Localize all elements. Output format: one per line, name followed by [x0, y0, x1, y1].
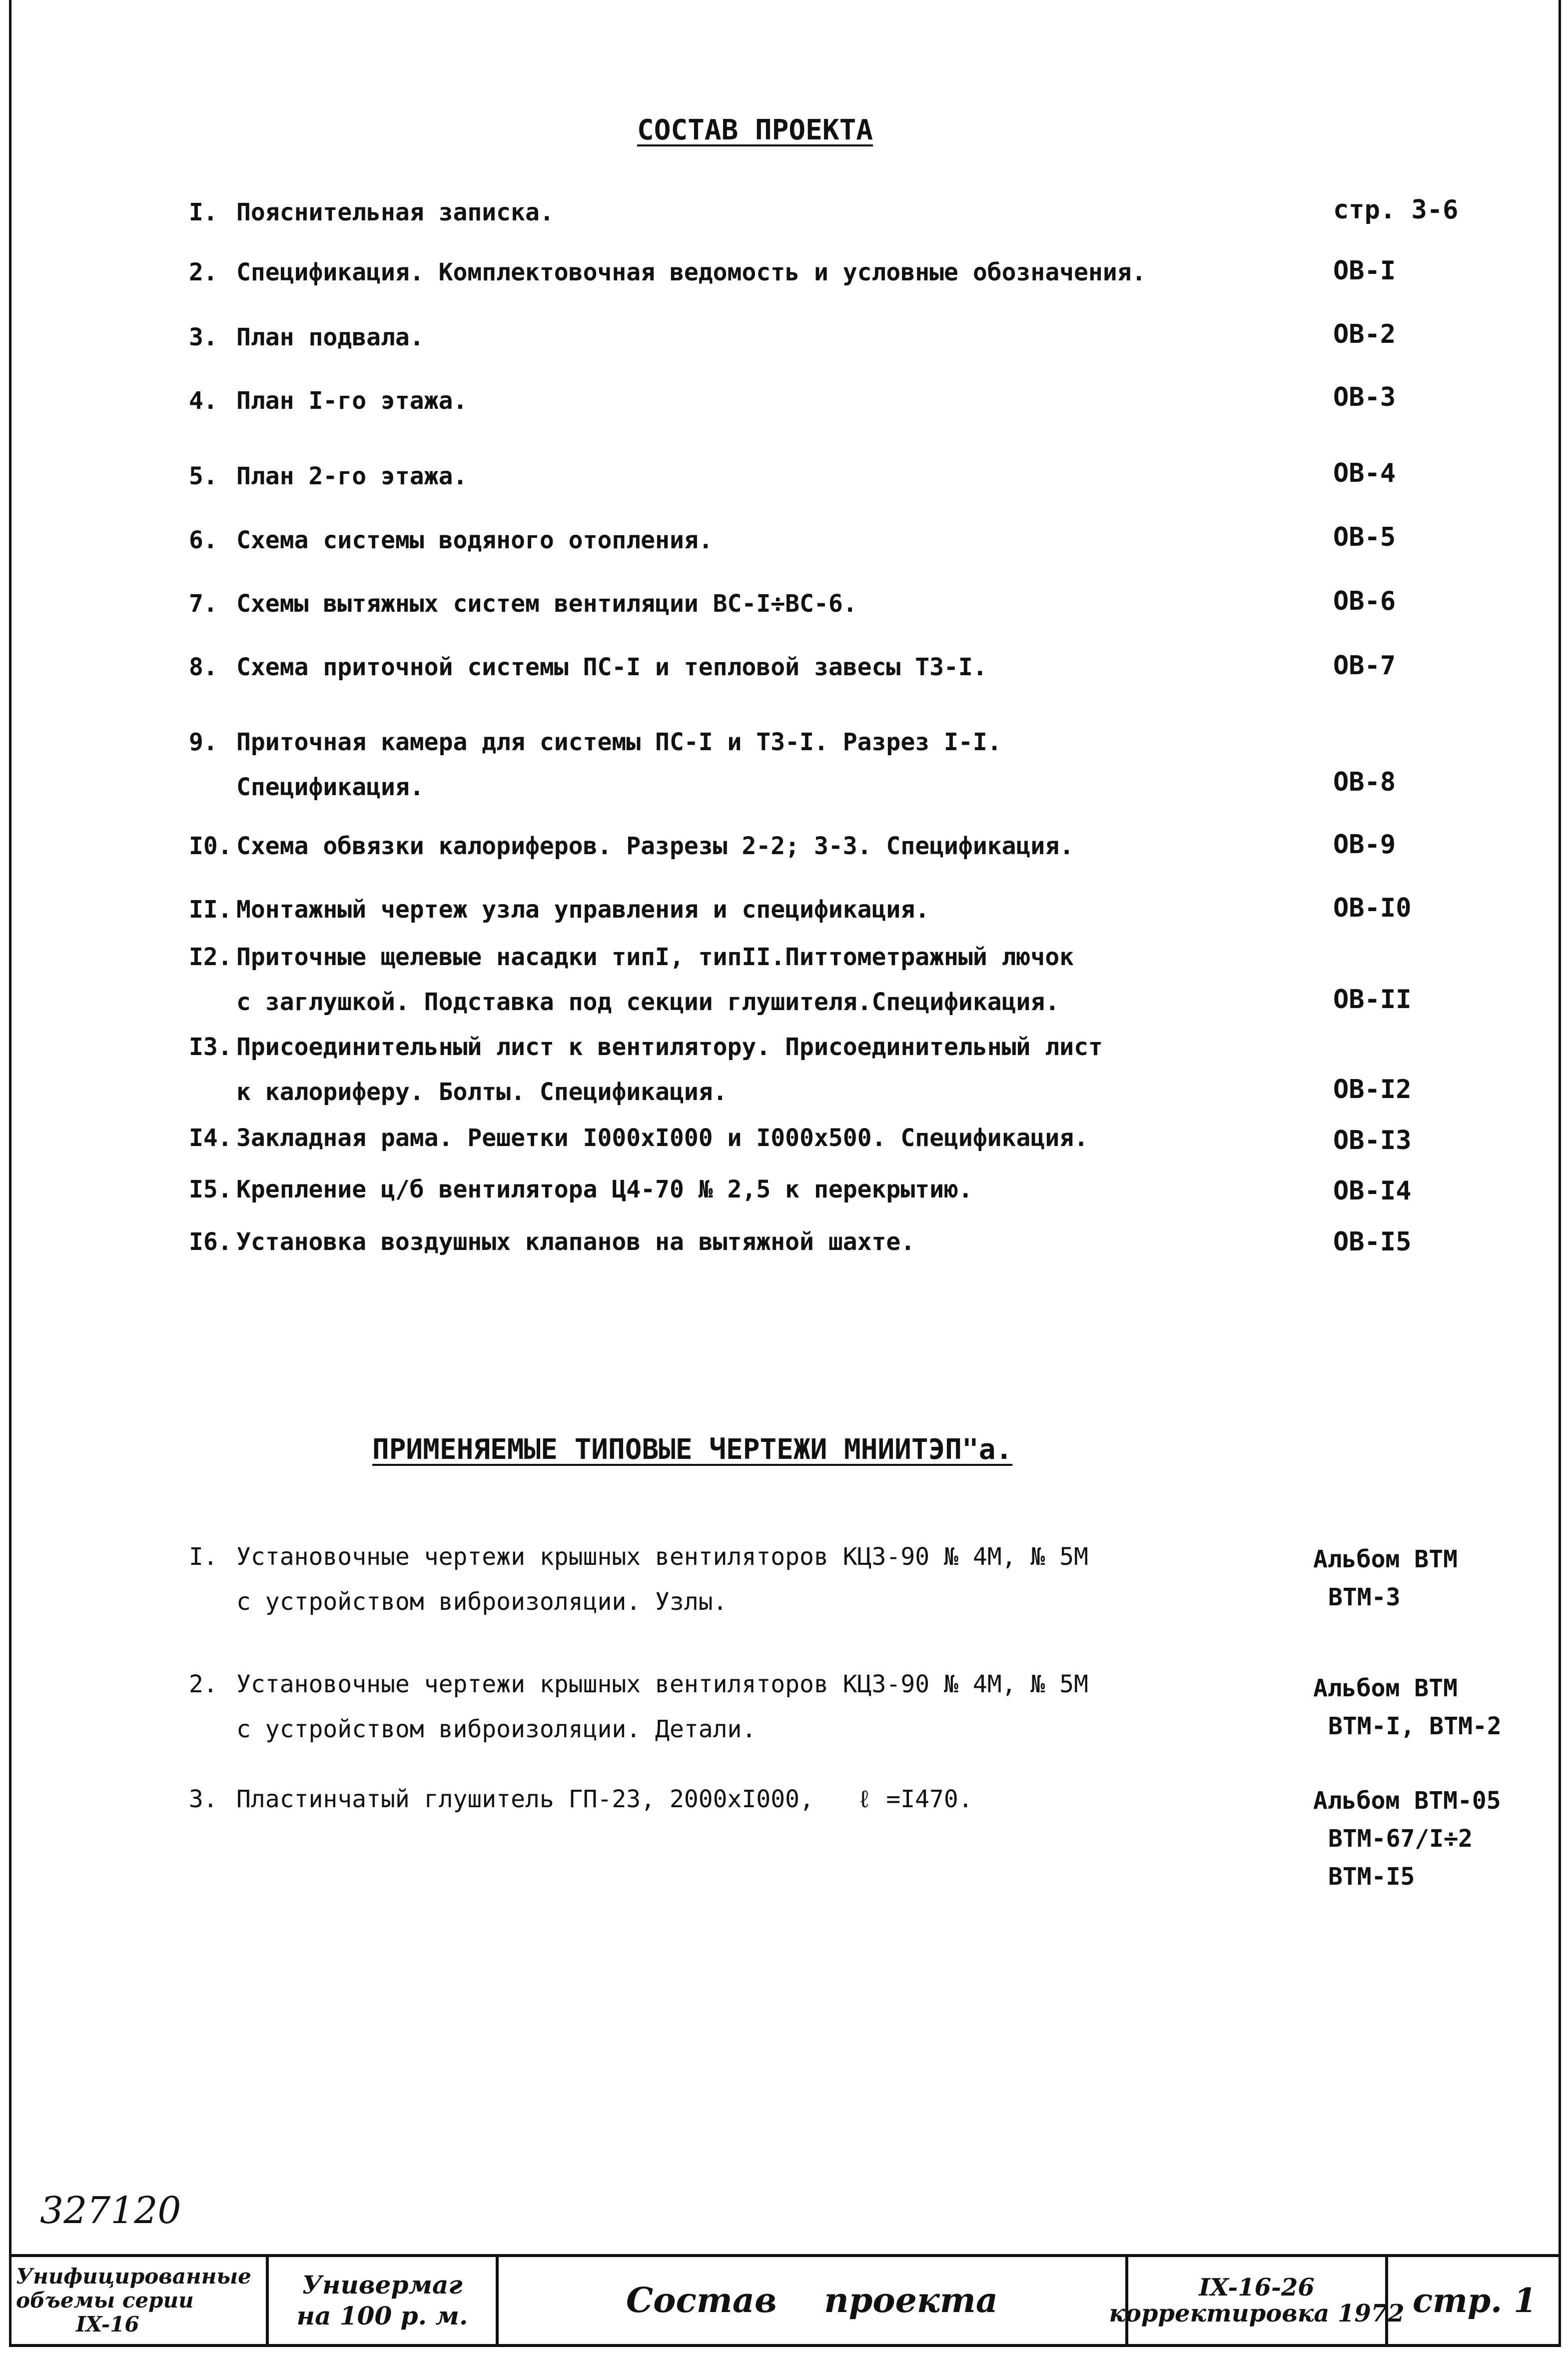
composition-item-number: 2.	[189, 258, 218, 286]
composition-item-line	[189, 1070, 1103, 1115]
composition-item-line	[189, 1167, 973, 1212]
composition-item-number: II.	[189, 896, 232, 924]
composition-item-line	[189, 720, 1002, 765]
stamp-series	[9, 2257, 269, 2344]
composition-item	[189, 824, 1074, 869]
composition-item-text: Спецификация.	[236, 773, 424, 801]
standards-album-ref	[1313, 1540, 1458, 1616]
composition-item-text: Схема приточной системы ПС-I и тепловой завесы ТЗ-I.	[236, 653, 987, 681]
standards-item-line	[189, 1579, 1088, 1624]
composition-item-number: 9.	[189, 728, 218, 756]
composition-item-text: Закладная рама. Решетки I000xI000 и I000x500. Спецификация.	[236, 1124, 1089, 1152]
handwritten-number: 327120	[40, 2189, 181, 2232]
composition-item-text: Крепление ц/б вентилятора Ц4-70 № 2,5 к перекрытию.	[236, 1176, 973, 1203]
composition-sheet-code: ОВ-9	[1333, 830, 1396, 860]
composition-item-number: 8.	[189, 653, 218, 681]
standards-item-text: с устройством виброизоляции. Детали.	[236, 1715, 757, 1743]
stamp-page	[1388, 2257, 1561, 2344]
composition-item-number: I0.	[189, 832, 232, 860]
composition-sheet-code: ОВ-7	[1333, 651, 1396, 681]
composition-item-number: I2.	[189, 943, 232, 971]
composition-item-number: I.	[189, 198, 218, 226]
composition-item-line	[189, 887, 929, 932]
composition-item-text: Схема обвязки калориферов. Разрезы 2-2; 3-3. Спецификация.	[236, 832, 1074, 860]
stamp-page-number: стр. 1	[1412, 2281, 1537, 2320]
stamp-project	[1109, 2257, 1405, 2344]
standards-item-line	[189, 1707, 1088, 1752]
composition-item-number: 6.	[189, 526, 218, 554]
composition-item-line	[189, 1116, 1088, 1161]
composition-item-text: Приточные щелевые насадки типI, типII.Питтометражный лючок	[236, 943, 1074, 971]
stamp-project-code: IX-16-26	[1199, 2274, 1315, 2302]
composition-item	[189, 1025, 1103, 1115]
composition-sheet-code: стр. 3-6	[1333, 195, 1459, 225]
composition-sheet-code: ОВ-5	[1333, 522, 1396, 552]
composition-item	[189, 518, 713, 563]
composition-sheet-code: ОВ-I3	[1333, 1126, 1412, 1156]
standards-album-ref-line: ВТМ-I5	[1328, 1863, 1415, 1891]
composition-sheet-code: ОВ-I5	[1333, 1227, 1412, 1257]
composition-item-text: План 2-го этажа.	[236, 462, 468, 490]
composition-item-text: Схемы вытяжных систем вентиляции ВС-I÷ВС-6.	[236, 590, 857, 618]
standards-album-ref-line: ВТМ-67/I÷2	[1328, 1825, 1473, 1853]
stamp-project-revision: корректировка 1972	[1109, 2300, 1405, 2328]
composition-sheet-code: ОВ-4	[1333, 458, 1396, 488]
composition-item-line	[189, 980, 1074, 1025]
stamp-sheet-title	[499, 2257, 1128, 2344]
composition-item-line	[189, 581, 857, 626]
composition-sheet-code: ОВ-6	[1333, 586, 1396, 616]
composition-item-text: Пояснительная записка.	[236, 198, 554, 226]
stamp-series-line: IX-16	[76, 2312, 139, 2337]
composition-sheet-code: ОВ-I0	[1333, 893, 1412, 923]
composition-item-line	[189, 518, 713, 563]
composition-item-text: Приточная камера для системы ПС-I и ТЗ-I. Разрез I-I.	[236, 728, 1002, 756]
composition-sheet-code: ОВ-2	[1333, 319, 1396, 349]
composition-item-number: I5.	[189, 1176, 232, 1203]
composition-item-text: Спецификация. Комплектовочная ведомость и условные обозначения.	[236, 258, 1146, 286]
composition-item-number: I6.	[189, 1228, 232, 1256]
standards-item-line	[189, 1777, 973, 1822]
standards-item-text: Пластинчатый глушитель ГП-23, 2000xI000, ℓ =I470.	[236, 1785, 973, 1813]
composition-item-text: к калориферу. Болты. Спецификация.	[236, 1078, 728, 1106]
standards-item-text: с устройством виброизоляции. Узлы.	[236, 1588, 728, 1616]
composition-item	[189, 250, 1146, 295]
standards-item-line	[189, 1534, 1088, 1579]
composition-sheet-code: ОВ-3	[1333, 382, 1396, 412]
composition-item-line	[189, 378, 467, 423]
composition-item-line	[189, 824, 1074, 869]
composition-item	[189, 454, 467, 499]
standards-album-ref-line: ВТМ-I, ВТМ-2	[1328, 1712, 1502, 1740]
title-block	[9, 2254, 1561, 2347]
composition-item-number: 5.	[189, 462, 218, 490]
composition-sheet-code: ОВ-I2	[1333, 1075, 1412, 1105]
composition-item-number: I4.	[189, 1124, 232, 1152]
composition-item	[189, 1116, 1088, 1161]
composition-item-line	[189, 250, 1146, 295]
standards-album-ref	[1313, 1782, 1501, 1896]
standards-album-ref-line: Альбом ВТМ	[1313, 1545, 1458, 1573]
composition-item	[189, 935, 1074, 1025]
standards-item	[189, 1662, 1088, 1752]
composition-sheet-code: ОВ-II	[1333, 985, 1412, 1015]
standards-item	[189, 1534, 1088, 1624]
composition-item	[189, 1219, 915, 1264]
composition-item	[189, 1167, 973, 1212]
composition-item-number: 7.	[189, 590, 218, 618]
composition-item	[189, 315, 424, 360]
composition-sheet-code: ОВ-I4	[1333, 1176, 1412, 1206]
composition-item-text: Монтажный чертеж узла управления и спецификация.	[236, 896, 930, 924]
composition-item-line	[189, 935, 1074, 980]
standards-item-line	[189, 1662, 1088, 1707]
composition-item	[189, 378, 467, 423]
composition-item	[189, 190, 554, 235]
standards-album-ref-line: ВТМ-3	[1328, 1583, 1401, 1611]
stamp-series-line: объемы серии	[16, 2288, 194, 2313]
standards-album-ref-line: Альбом ВТМ	[1313, 1674, 1458, 1702]
composition-sheet-code: ОВ-8	[1333, 767, 1396, 797]
composition-item-number: 3.	[189, 323, 218, 351]
stamp-building	[269, 2257, 499, 2344]
standards-item-text: Установочные чертежи крышных вентиляторов КЦЗ-90 № 4М, № 5М	[236, 1670, 1089, 1698]
standards-item-text: Установочные чертежи крышных вентиляторов КЦЗ-90 № 4М, № 5М	[236, 1543, 1089, 1571]
composition-item-line	[189, 645, 987, 690]
composition-item-line	[189, 1219, 915, 1264]
composition-item-number: I3.	[189, 1033, 232, 1061]
composition-title: СОСТАВ ПРОЕКТА	[637, 114, 873, 146]
composition-item-text: Присоединительный лист к вентилятору. Присоединительный лист	[236, 1033, 1103, 1061]
stamp-building-line: на 100 р. м.	[296, 2301, 468, 2331]
composition-item	[189, 720, 1002, 810]
composition-item-text: Установка воздушных клапанов на вытяжной шахте.	[236, 1228, 915, 1256]
composition-item-line	[189, 765, 1002, 810]
stamp-series-line: Унифицированные	[16, 2264, 251, 2289]
standards-item-number: I.	[189, 1543, 218, 1571]
composition-item	[189, 645, 987, 690]
composition-item-text: План подвала.	[236, 323, 424, 351]
standards-title: ПРИМЕНЯЕМЫЕ ТИПОВЫЕ ЧЕРТЕЖИ МНИИТЭП"а.	[372, 1433, 1013, 1466]
standards-item	[189, 1777, 973, 1822]
stamp-building-line: Универмаг	[302, 2270, 463, 2300]
composition-item-text: План I-го этажа.	[236, 387, 468, 415]
composition-item	[189, 581, 857, 626]
composition-item-line	[189, 190, 554, 235]
stamp-sheet-title-text: Состав проекта	[626, 2281, 998, 2321]
composition-item-line	[189, 315, 424, 360]
composition-sheet-code: ОВ-I	[1333, 256, 1396, 286]
standards-album-ref	[1313, 1669, 1502, 1745]
composition-item-line	[189, 1025, 1103, 1070]
composition-item	[189, 887, 929, 932]
standards-item-number: 2.	[189, 1670, 218, 1698]
standards-album-ref-line: Альбом ВТМ-05	[1313, 1787, 1501, 1815]
composition-item-text: с заглушкой. Подставка под секции глушителя.Спецификация.	[236, 988, 1060, 1016]
standards-item-number: 3.	[189, 1785, 218, 1813]
composition-item-line	[189, 454, 467, 499]
composition-item-text: Схема системы водяного отопления.	[236, 526, 713, 554]
composition-item-number: 4.	[189, 387, 218, 415]
